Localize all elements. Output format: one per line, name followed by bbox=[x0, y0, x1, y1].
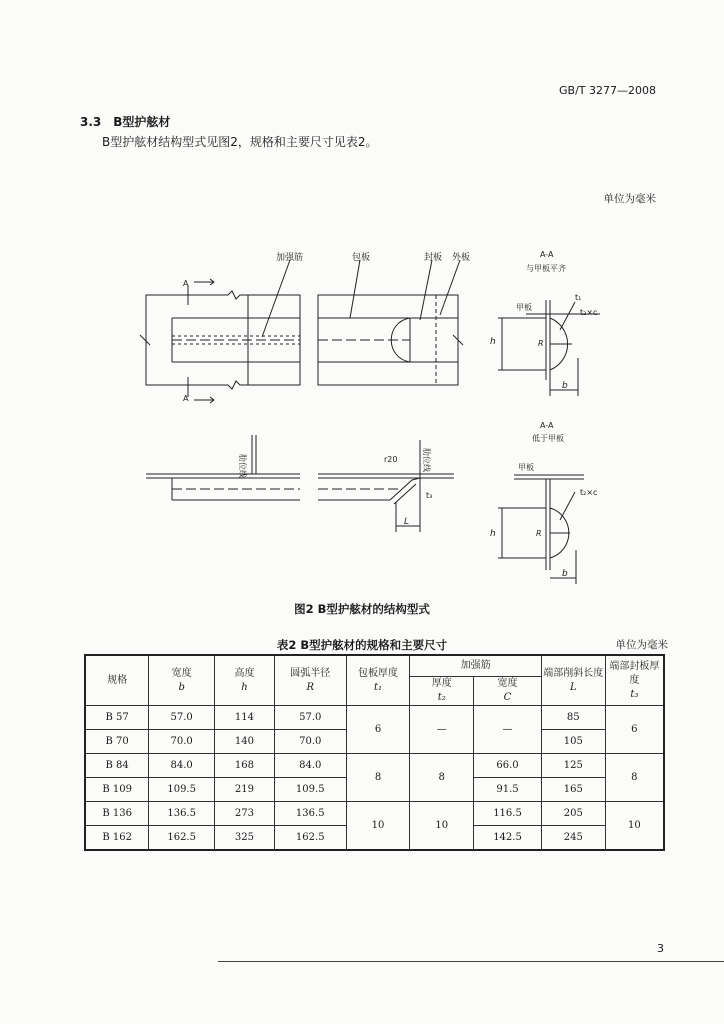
label-h-top: h bbox=[490, 337, 496, 347]
table-row bbox=[85, 802, 664, 826]
header-seal-symbol: t₃ bbox=[630, 688, 639, 700]
label-t3: t₃ bbox=[426, 491, 433, 500]
cell-b: 136.5 bbox=[149, 802, 215, 826]
cell-h: 219 bbox=[215, 778, 275, 802]
cell-R: 109.5 bbox=[274, 778, 346, 802]
cell-C: 142.5 bbox=[474, 826, 542, 851]
header-width-symbol: b bbox=[178, 681, 185, 693]
header-height bbox=[215, 655, 275, 706]
label-r20: r20 bbox=[384, 455, 398, 464]
label-deck-top: 甲板 bbox=[516, 303, 532, 312]
header-wrap-thickness bbox=[346, 655, 410, 706]
header-seal-text: 端部封板厚度 bbox=[609, 660, 660, 686]
cell-t2: 10 bbox=[410, 802, 474, 851]
cell-C: — bbox=[474, 706, 542, 754]
header-spec: 规格 bbox=[85, 655, 149, 706]
cell-R: 162.5 bbox=[274, 826, 346, 851]
header-bevel-text: 端部削斜长度 bbox=[543, 667, 604, 679]
label-b-bottom: b bbox=[562, 569, 568, 579]
cell-spec: B 57 bbox=[85, 706, 149, 730]
figure-caption: 图2 B型护舷材的结构型式 bbox=[294, 602, 430, 616]
label-L: L bbox=[404, 517, 410, 527]
cell-b: 70.0 bbox=[149, 730, 215, 754]
cell-b: 84.0 bbox=[149, 754, 215, 778]
header-rib-thickness bbox=[410, 677, 474, 706]
cell-L: 85 bbox=[541, 706, 605, 730]
standard-number: GB/T 3277—2008 bbox=[559, 84, 656, 97]
section-number: 3.3 bbox=[80, 115, 102, 129]
cell-R: 136.5 bbox=[274, 802, 346, 826]
header-rib-width-symbol: C bbox=[503, 692, 512, 703]
label-b-top: b bbox=[562, 381, 568, 391]
table-row bbox=[85, 706, 664, 730]
footer-rule bbox=[218, 961, 724, 962]
cell-R: 84.0 bbox=[274, 754, 346, 778]
label-t2c-top: t₂×c bbox=[580, 308, 598, 317]
header-height-text: 高度 bbox=[234, 667, 255, 679]
header-width bbox=[149, 655, 215, 706]
cell-b: 109.5 bbox=[149, 778, 215, 802]
cell-h: 140 bbox=[215, 730, 275, 754]
label-rib-line-right: 肋位线 bbox=[422, 448, 431, 472]
header-height-symbol: h bbox=[241, 681, 248, 693]
cell-h: 325 bbox=[215, 826, 275, 851]
label-deck-bottom: 甲板 bbox=[518, 463, 534, 472]
section-heading bbox=[80, 113, 170, 130]
label-outer-plate: 外板 bbox=[452, 253, 471, 263]
cell-L: 125 bbox=[541, 754, 605, 778]
label-reinforcing-rib: 加强筋 bbox=[276, 253, 304, 263]
cell-spec: B 109 bbox=[85, 778, 149, 802]
cell-R: 57.0 bbox=[274, 706, 346, 730]
table-caption: 表2 B型护舷材的规格和主要尺寸 bbox=[276, 638, 448, 652]
cell-L: 245 bbox=[541, 826, 605, 851]
cell-L: 165 bbox=[541, 778, 605, 802]
spec-table bbox=[84, 654, 665, 851]
label-section-a-bottom: A bbox=[183, 394, 189, 403]
header-rib-thickness-text: 厚度 bbox=[431, 678, 452, 689]
header-radius bbox=[274, 655, 346, 706]
header-rib: 加强筋 bbox=[410, 655, 542, 677]
label-rib-line-left: 肋位线 bbox=[238, 454, 247, 478]
label-wrap-plate: 包板 bbox=[352, 253, 371, 263]
cell-t3: 8 bbox=[605, 754, 664, 802]
cell-L: 205 bbox=[541, 802, 605, 826]
cell-spec: B 162 bbox=[85, 826, 149, 851]
header-wrap-symbol: t₁ bbox=[373, 681, 383, 693]
page-number: 3 bbox=[657, 942, 664, 955]
label-flush-deck: 与甲板平齐 bbox=[526, 264, 566, 273]
cell-spec: B 70 bbox=[85, 730, 149, 754]
cell-h: 168 bbox=[215, 754, 275, 778]
cell-C: 66.0 bbox=[474, 754, 542, 778]
header-rib-thickness-symbol: t₂ bbox=[437, 692, 446, 703]
cell-L: 105 bbox=[541, 730, 605, 754]
cell-C: 91.5 bbox=[474, 778, 542, 802]
cell-R: 70.0 bbox=[274, 730, 346, 754]
cell-h: 114 bbox=[215, 706, 275, 730]
label-h-bottom: h bbox=[490, 529, 496, 539]
cell-t3: 6 bbox=[605, 706, 664, 754]
label-seal-plate: 封板 bbox=[424, 253, 443, 263]
cell-spec: B 136 bbox=[85, 802, 149, 826]
cell-C: 116.5 bbox=[474, 802, 542, 826]
cell-t1: 10 bbox=[346, 802, 410, 851]
cell-t1: 8 bbox=[346, 754, 410, 802]
cell-t3: 10 bbox=[605, 802, 664, 851]
cell-b: 57.0 bbox=[149, 706, 215, 730]
label-R-top: R bbox=[538, 339, 544, 348]
header-bevel-symbol: L bbox=[569, 681, 577, 693]
header-rib-width bbox=[474, 677, 542, 706]
label-t2c-bottom: t₂×c bbox=[580, 488, 598, 497]
header-bevel-length bbox=[541, 655, 605, 706]
label-aa-bottom: A-A bbox=[540, 421, 554, 430]
table-unit-note: 单位为毫米 bbox=[615, 639, 668, 651]
section-paragraph: B型护舷材结构型式见图2，规格和主要尺寸见表2。 bbox=[102, 135, 378, 149]
header-wrap-text: 包板厚度 bbox=[358, 667, 398, 679]
label-R-bottom: R bbox=[536, 529, 542, 538]
structure-figure bbox=[0, 240, 724, 600]
cell-h: 273 bbox=[215, 802, 275, 826]
unit-note: 单位为毫米 bbox=[603, 193, 656, 205]
cell-t2: 8 bbox=[410, 754, 474, 802]
header-width-text: 宽度 bbox=[171, 667, 192, 679]
section-title: B型护舷材 bbox=[113, 115, 171, 129]
header-radius-text: 圆弧半径 bbox=[290, 667, 331, 679]
cell-t1: 6 bbox=[346, 706, 410, 754]
header-rib-width-text: 宽度 bbox=[497, 678, 518, 689]
cell-t2: — bbox=[410, 706, 474, 754]
header-seal-thickness bbox=[605, 655, 664, 706]
label-below-deck: 低于甲板 bbox=[532, 434, 564, 443]
table-row bbox=[85, 754, 664, 778]
label-section-a-top: A bbox=[183, 279, 189, 288]
label-aa-top: A-A bbox=[540, 250, 554, 259]
cell-b: 162.5 bbox=[149, 826, 215, 851]
label-t1-top: t₁ bbox=[575, 293, 582, 302]
cell-spec: B 84 bbox=[85, 754, 149, 778]
header-radius-symbol: R bbox=[306, 681, 315, 693]
